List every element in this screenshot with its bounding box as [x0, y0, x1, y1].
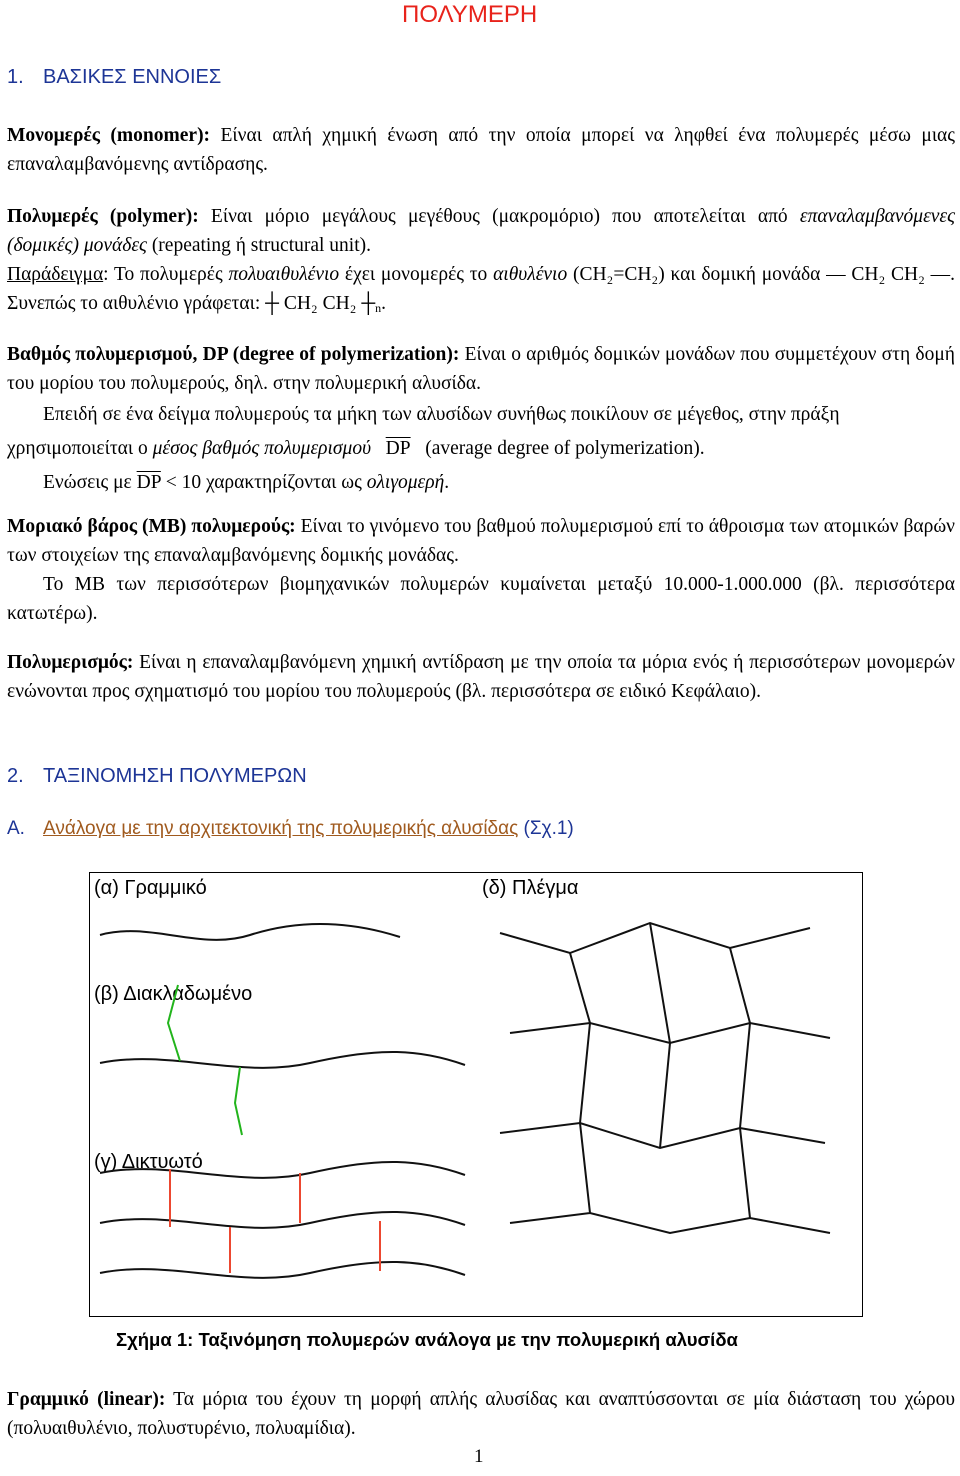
section-title: ΤΑΞΙΝΟΜΗΣΗ ΠΟΛΥΜΕΡΩΝ: [43, 765, 307, 787]
definition-text: (repeating ή structural unit).: [146, 235, 372, 256]
example-italic: πολυαιθυλένιο: [228, 264, 340, 285]
definition-text: Το ΜΒ των περισσότερων βιομηχανικών πολυμερών κυμαίνεται μεταξύ 10.000-1.000.000 (βλ. περισσότερα κατωτέρω).: [7, 574, 955, 624]
section-number: 2.: [7, 765, 24, 787]
subsection-title: Ανάλογα με την αρχιτεκτονική της πολυμερικής αλυσίδας: [43, 818, 519, 839]
section-title: ΒΑΣΙΚΕΣ ΕΝΝΟΙΕΣ: [43, 66, 222, 88]
term: Πολυμερισμός:: [7, 652, 134, 673]
section-heading-1: [7, 66, 221, 89]
page-number: 1: [474, 1446, 484, 1467]
definition-text: < 10 χαρακτηρίζονται ως: [160, 472, 367, 493]
section-number: 1.: [7, 66, 24, 88]
example-label: Παράδειγμα: [7, 264, 104, 285]
network-lattice: [500, 923, 830, 1233]
definition-text: (average degree of polymerization).: [425, 438, 705, 459]
figure-caption: Σχήμα 1: Ταξινόμηση πολυμερών ανάλογα με την πολυμερική αλυσίδα: [116, 1329, 738, 1350]
mw-definition: [7, 512, 955, 628]
definition-text: Είναι μόριο μεγάλους μεγέθους (μακρομόριο) που αποτελείται από: [198, 206, 800, 227]
polymer-definition: [7, 202, 955, 318]
example-text: έχει μονομερές το: [339, 264, 494, 285]
panel-label-branched: (β) Διακλαδωμένο: [94, 983, 253, 1005]
monomer-definition: [7, 121, 955, 179]
panel-label-network: (δ) Πλέγμα: [482, 877, 579, 899]
definition-text: Είναι απλή χημική ένωση από την οποία μπορεί να ληφθεί ένα πολυμερές μέσω μιας επαναλαμβανόμενης αντίδρασης.: [7, 125, 955, 175]
linear-chain: [100, 924, 400, 940]
formula-subscript: n: [375, 301, 382, 315]
term: Μοριακό βάρος (ΜΒ) πολυμερούς:: [7, 516, 296, 537]
subsection-letter: Α.: [7, 818, 25, 839]
figure-polymer-architectures: [89, 872, 863, 1317]
page-title: ΠΟΛΥΜΕΡΗ: [402, 1, 538, 28]
section-heading-2: [7, 765, 307, 788]
definition-text: Τα μόρια του έχουν τη μορφή απλής αλυσίδας και αναπτύσσονται σε μία διάσταση του χώρου (πολυαιθυλένιο, πολυστυρένιο, πολυαμίδια).: [7, 1389, 955, 1439]
term: Πολυμερές (polymer):: [7, 206, 199, 227]
polymerization-definition: [7, 648, 955, 706]
example-italic: αιθυλένιο: [493, 264, 568, 285]
linear-definition: [7, 1385, 955, 1443]
italic-text: μέσος βαθμός πολυμερισμού: [152, 438, 372, 459]
figure-reference: (Σχ.1): [518, 818, 574, 839]
dp-average-paragraph: [7, 398, 955, 500]
definition-text: Είναι το γινόμενο του βαθμού πολυμερισμού επί το άθροισμα των ατομικών βαρών των στοιχείων της επαναλαμβανόμενης δομικής μονάδας.: [7, 516, 955, 566]
italic-text: ολιγομερή: [366, 472, 445, 493]
example-text: : Το πολυμερές: [103, 264, 229, 285]
example-text: .: [381, 293, 387, 314]
branched-chain: [100, 985, 465, 1135]
crosslinked-chains: [100, 1162, 465, 1278]
italic-text: επαναλαμβανόμενες (δομικές) μονάδες: [7, 206, 956, 256]
subsection-heading-a: [7, 818, 574, 840]
definition-text: Είναι ο αριθμός δομικών μονάδων που συμμετέχουν στη δομή του μορίου του πολυμερούς, δηλ. στην πολυμερική αλυσίδα.: [7, 344, 955, 394]
term: Γραμμικό (linear):: [7, 1389, 166, 1410]
example-text: (CH₂=CH₂) και δομική μονάδα — CH₂ CH₂ —. Συνεπώς το αιθυλένιο γράφεται:: [7, 264, 955, 314]
repeat-unit-formula: ┼ CH₂ CH₂ ┼: [265, 293, 376, 314]
definition-text: .: [444, 472, 450, 493]
dp-definition: [7, 340, 955, 398]
definition-text: Επειδή σε ένα δείγμα πολυμερούς τα μήκη των αλυσίδων συνήθως ποικίλουν σε μέγεθος, στην πράξη χρησιμοποιείται ο: [7, 404, 840, 459]
panel-label-linear: (α) Γραμμικό: [94, 877, 207, 899]
figure-drawing: [90, 873, 861, 1315]
definition-text: Ενώσεις με: [43, 472, 137, 493]
dp-symbol: $\overline{DP}$: [136, 472, 161, 493]
definition-text: Είναι η επαναλαμβανόμενη χημική αντίδραση με την οποία τα μόρια ενός ή περισσότερων μονομερών ενώνονται προς σχηματισμό του μορίου του πολυμερούς (βλ. περισσότερα σε ειδικό Κεφάλαιο).: [7, 652, 955, 702]
term: Βαθμός πολυμερισμού, DP (degree of polymerization):: [7, 344, 460, 365]
term: Μονομερές (monomer):: [7, 125, 211, 146]
dp-symbol: $\overline{DP}$: [385, 438, 411, 459]
panel-label-crosslinked: (γ) Δικτυωτό: [94, 1151, 203, 1173]
